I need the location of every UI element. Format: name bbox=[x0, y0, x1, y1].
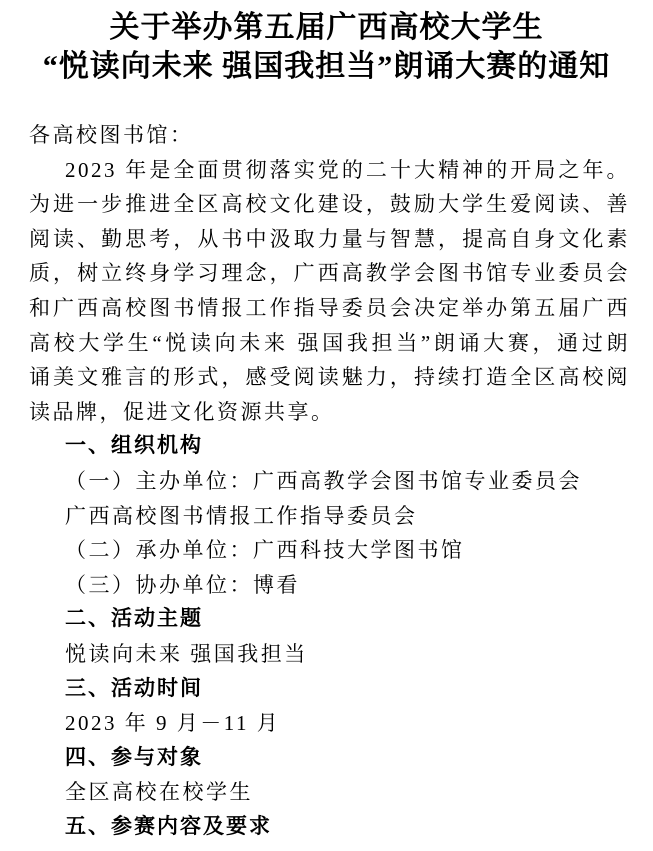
doc-line: 悦读向未来 强国我担当 bbox=[65, 641, 308, 666]
doc-line: 质，树立终身学习理念，广西高教学会图书馆专业委员会 bbox=[29, 261, 630, 286]
doc-line: 阅读、勤思考，从书中汲取力量与智慧，提高自身文化素 bbox=[29, 226, 630, 251]
doc-line: 诵美文雅言的形式，感受阅读魅力，持续打造全区高校阅 bbox=[29, 365, 630, 390]
doc-section-heading: 一、组织机构 bbox=[65, 434, 203, 458]
doc-line: （一）主办单位：广西高教学会图书馆专业委员会 bbox=[65, 468, 582, 493]
document-body bbox=[0, 118, 653, 844]
doc-section-heading: 二、活动主题 bbox=[65, 607, 203, 631]
doc-line: 各高校图书馆： bbox=[29, 123, 194, 147]
doc-line: 高校大学生“悦读向未来 强国我担当”朗诵大赛，通过朗 bbox=[29, 330, 630, 355]
doc-line: 2023 年是全面贯彻落实党的二十大精神的开局之年。 bbox=[65, 157, 630, 182]
doc-section-heading: 五、参赛内容及要求 bbox=[65, 814, 272, 838]
doc-line: （二）承办单位：广西科技大学图书馆 bbox=[65, 538, 465, 563]
doc-line: 2023 年 9 月－11 月 bbox=[65, 711, 281, 736]
doc-line: 为进一步推进全区高校文化建设，鼓励大学生爱阅读、善 bbox=[29, 192, 630, 217]
doc-section-heading: 四、参与对象 bbox=[65, 745, 203, 769]
doc-line: 读品牌，促进文化资源共享。 bbox=[29, 399, 335, 424]
doc-section-heading: 三、活动时间 bbox=[65, 676, 203, 700]
document-title-line2: “悦读向未来 强国我担当”朗诵大赛的通知 bbox=[42, 50, 611, 83]
document-title bbox=[0, 0, 653, 86]
document-title-line1: 关于举办第五届广西高校大学生 bbox=[109, 11, 544, 44]
doc-line: 和广西高校图书情报工作指导委员会决定举办第五届广西 bbox=[29, 295, 630, 320]
doc-line: 全区高校在校学生 bbox=[65, 780, 253, 805]
doc-line: （三）协办单位：博看 bbox=[65, 572, 300, 597]
doc-line: 广西高校图书情报工作指导委员会 bbox=[65, 503, 418, 528]
